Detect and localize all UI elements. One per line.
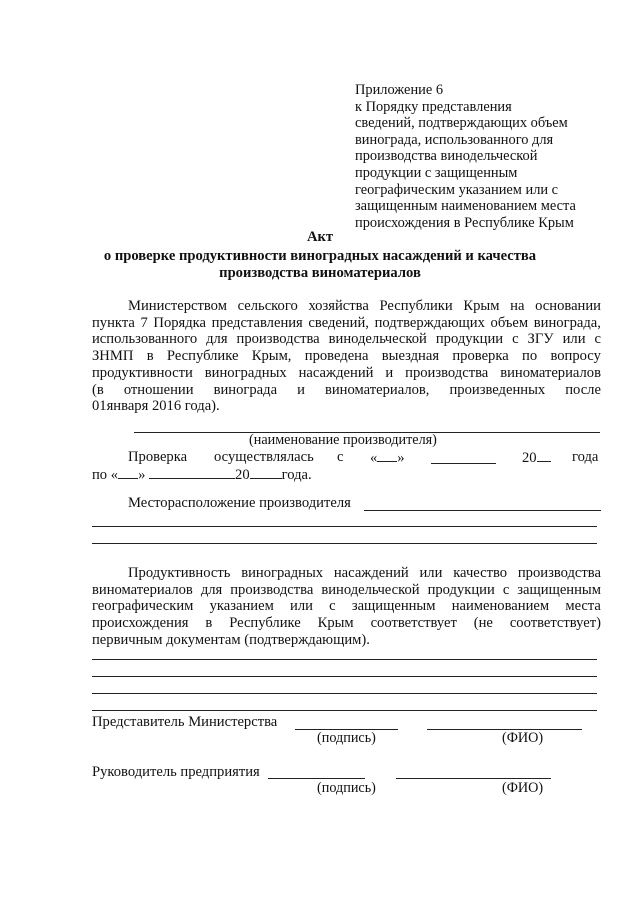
word: качество [453, 565, 508, 581]
word: для [200, 581, 223, 598]
word: (в [92, 381, 104, 398]
word: или [562, 331, 586, 348]
act-subtitle-line-2: производства виноматериалов [219, 265, 421, 281]
location-line-2 [92, 526, 597, 527]
word: Крым [463, 298, 500, 314]
location-label: Месторасположение производителя [128, 495, 351, 511]
check-word-2: осуществлялась [214, 449, 314, 465]
word: ЗНМП [92, 348, 134, 365]
word: по [522, 348, 538, 365]
word: подтверждающих [374, 314, 485, 331]
annex-line: продукции с защищенным [355, 164, 518, 181]
word: винограда [213, 381, 278, 398]
word: Крым [317, 615, 354, 632]
word: пункта [92, 314, 135, 331]
open-quote: « [370, 450, 378, 466]
day-blank [377, 449, 397, 462]
producer-name-caption: (наименование производителя) [249, 432, 437, 448]
word: производства [405, 364, 489, 381]
location-line-3 [92, 543, 597, 544]
month-blank-2 [149, 466, 235, 479]
annex-header [355, 82, 625, 231]
paragraph-line [92, 315, 601, 332]
paragraph-last-line: 01января 2016 года). [92, 398, 220, 415]
word: винодельческой [328, 331, 427, 348]
word: в [205, 615, 213, 632]
head-name-caption: (ФИО) [502, 780, 544, 796]
word: с [329, 598, 336, 615]
word: производства [236, 331, 320, 348]
word: сведений, [308, 314, 369, 331]
word: винограда, [533, 314, 601, 331]
word: основании [535, 298, 601, 314]
word: Крым, [251, 348, 292, 365]
word: объем [490, 314, 529, 331]
paragraph-line [92, 331, 601, 348]
annex-line: производства винодельческой [355, 148, 538, 165]
word: соответствует) [509, 615, 601, 632]
word: с [512, 331, 519, 348]
word: (не [473, 615, 493, 632]
ministry-name-caption: (ФИО) [502, 730, 544, 746]
year-blank-2 [250, 466, 282, 479]
word: сельского [237, 298, 298, 314]
head-signature-caption: (подпись) [317, 780, 376, 796]
paragraph-line [92, 298, 601, 315]
word: продукции [435, 331, 504, 348]
annex-line: к Порядку представления [355, 98, 512, 115]
word: производства [517, 565, 601, 581]
word: ЗГУ [527, 331, 554, 348]
word: Республике [166, 348, 239, 365]
check-word-from: с [337, 449, 344, 465]
word: насаждений [298, 364, 374, 381]
day-blank-2 [118, 466, 138, 479]
word: соответствует [370, 615, 457, 632]
act-title: Акт [306, 229, 334, 245]
word: для [206, 331, 228, 348]
word: с [594, 331, 601, 348]
to-word: по [92, 467, 108, 483]
blank-line-2 [92, 676, 597, 677]
paragraph-line [92, 598, 601, 615]
word: или [290, 598, 313, 615]
paragraph-last-line: первичным документам (подтверждающим). [92, 631, 370, 648]
year-prefix-2: 20 [235, 467, 250, 483]
word: продуктивности [92, 364, 193, 381]
blank-line-4 [92, 710, 597, 711]
close-quote-2: » [138, 467, 146, 483]
word: Продуктивность [128, 565, 231, 581]
check-word: Проверка [128, 449, 188, 465]
word: представления [211, 314, 303, 331]
word: 7 [140, 314, 148, 331]
word: в [146, 348, 154, 365]
word: отношении [123, 381, 194, 398]
word: происхождения [92, 615, 189, 632]
productivity-paragraph [92, 565, 601, 649]
word: Республики [379, 298, 453, 314]
paragraph-line [92, 615, 601, 632]
date-from-year [522, 449, 551, 467]
word: винодельческой [321, 581, 420, 598]
head-signature-line [268, 778, 365, 779]
word: и [297, 381, 305, 398]
word: Министерством [128, 298, 227, 314]
annex-line: защищенным наименованием места [355, 198, 576, 215]
word: на [510, 298, 525, 314]
ministry-representative-label: Представитель Министерства [92, 714, 278, 730]
annex-line: сведений, подтверждающих объем [355, 115, 568, 132]
word: проведена [304, 348, 369, 365]
word: произведенных [449, 381, 546, 398]
blank-line-3 [92, 693, 597, 694]
paragraph-line [92, 365, 601, 382]
year-word: года [572, 449, 599, 465]
word: выездная [381, 348, 440, 365]
paragraph-line [92, 565, 601, 582]
annex-line: винограда, использованного для [355, 131, 554, 148]
word: с [502, 581, 510, 598]
word: виноматериалов [92, 581, 193, 598]
date-from-day [370, 449, 405, 467]
head-of-enterprise-label: Руководитель предприятия [92, 764, 260, 780]
close-quote: » [397, 450, 405, 466]
word: виноградных [204, 364, 287, 381]
paragraph-line [92, 582, 601, 599]
location-line-1 [364, 510, 601, 511]
word: производства [230, 581, 314, 598]
word: хозяйства [308, 298, 369, 314]
word: защищенным [517, 581, 601, 598]
word: указанием [209, 598, 274, 615]
annex-line: Приложение 6 [355, 82, 444, 98]
word: вопросу [550, 348, 601, 365]
word: виноматериалов [500, 364, 601, 381]
date-to [92, 466, 312, 484]
word: насаждений [333, 565, 409, 581]
paragraph-line [92, 348, 601, 365]
intro-paragraph [92, 298, 601, 415]
word: или [419, 565, 443, 581]
act-subtitle-line-1: о проверке продуктивности виноградных насаждений и качества [103, 248, 537, 264]
year-prefix: 20 [522, 450, 537, 466]
word: продукции [427, 581, 495, 598]
annex-line: происхождения в Республике Крым [355, 214, 574, 231]
year-word-2: года. [281, 467, 312, 483]
paragraph-line [92, 382, 601, 399]
word: Порядка [153, 314, 207, 331]
word: Республике [229, 615, 301, 632]
year-blank [537, 449, 551, 462]
word: использованного [92, 331, 198, 348]
word: и [385, 364, 394, 381]
word: после [565, 381, 601, 398]
date-from-month-line [431, 463, 496, 464]
blank-line-1 [92, 659, 597, 660]
ministry-signature-caption: (подпись) [317, 730, 376, 746]
word: виноградных [241, 565, 324, 581]
word: проверка [452, 348, 509, 365]
word: места [565, 598, 601, 615]
word: географическим [92, 598, 194, 615]
word: защищенным [351, 598, 436, 615]
open-quote-2: « [110, 467, 119, 483]
annex-line: географическим указанием или с [355, 181, 559, 198]
word: наименованием [451, 598, 550, 615]
head-name-line [396, 778, 551, 779]
word: виноматериалов, [324, 381, 430, 398]
